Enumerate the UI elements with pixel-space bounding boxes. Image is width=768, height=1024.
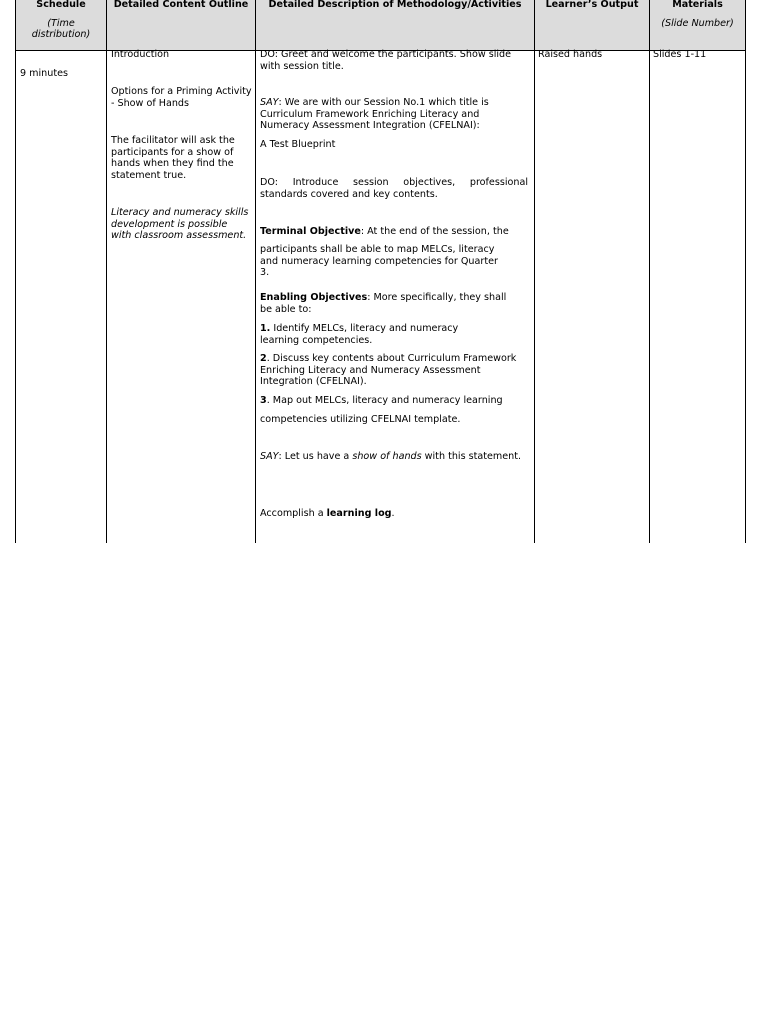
enabling-objectives-text: : More specifically, they shall be able to:: [260, 292, 507, 315]
objective-3: [260, 395, 528, 407]
terminal-objective-label: Terminal Objective: [260, 226, 361, 237]
objective-2-text: . Discuss key contents about Curriculum Framework Enriching Literacy and Numeracy Assessment Integration (CFELNAI).: [260, 353, 517, 387]
terminal-objective-line2: participants shall be able to map MELCs, literacy and numeracy learning competencies for Quarter 3.: [260, 244, 498, 278]
header-materials: [650, 0, 745, 29]
outline-intro: Introduction: [111, 49, 170, 60]
terminal-objective-line1: [260, 226, 528, 238]
terminal-objective-text: : At the end of the session, the: [360, 226, 509, 237]
say-show-text-a: : Let us have a: [278, 451, 353, 462]
objective-2: [260, 353, 528, 388]
enabling-objectives-label: Enabling Objectives: [260, 292, 368, 303]
outline-priming: Options for a Priming Activity - Show of Hands: [111, 86, 252, 109]
outline-statement: Literacy and numeracy skills development is possible with classroom assessment.: [111, 207, 249, 241]
column-divider: [255, 0, 256, 543]
learner-output: Raised hands: [538, 49, 603, 60]
header-schedule-subtitle: (Time distribution): [31, 17, 91, 40]
header-materials-subtitle: (Slide Number): [661, 17, 734, 29]
methodology-do-objectives: DO: Introduce session objectives, professional standards covered and key contents.: [260, 177, 528, 200]
learning-log-text-c: .: [391, 508, 395, 519]
methodology-do-greet: DO: Greet and welcome the participants. Show slide with session title.: [260, 49, 512, 72]
enabling-objectives: [260, 292, 515, 315]
objective-1-text: Identify MELCs, literacy and numeracy learning competencies.: [260, 323, 459, 346]
objective-3-continued: competencies utilizing CFELNAI template.: [260, 414, 461, 425]
say-label: SAY: [260, 451, 279, 462]
header-outline-title: Detailed Content Outline: [113, 0, 249, 10]
methodology-learning-log: [260, 508, 528, 520]
learning-log-text-b: learning log: [326, 508, 392, 519]
objective-1-number: 1.: [260, 323, 271, 334]
header-outline: [107, 0, 255, 11]
objective-2-number: 2: [260, 353, 267, 364]
column-divider: [534, 0, 535, 543]
header-output-title: Learner’s Output: [545, 0, 639, 10]
header-methodology-title: Detailed Description of Methodology/Activities: [268, 0, 522, 10]
say-show-text-c: with this statement.: [421, 451, 522, 462]
session-plan-table: [15, 0, 746, 543]
header-schedule: [16, 0, 106, 41]
column-divider: [649, 0, 650, 543]
say-session-text: : We are with our Session No.1 which title is Curriculum Framework Enriching Literacy and Numeracy Assessment Integration (CFELNAI):: [260, 97, 489, 131]
methodology-say-session: [260, 97, 528, 132]
objective-1: [260, 323, 498, 346]
objective-3-text: . Map out MELCs, literacy and numeracy learning: [266, 395, 503, 406]
materials-slides: Slides 1-11: [653, 49, 707, 60]
column-divider: [106, 0, 107, 543]
objective-3-number: 3: [260, 395, 267, 406]
header-schedule-title: Schedule: [36, 0, 86, 10]
learning-log-text-a: Accomplish a: [260, 508, 327, 519]
say-show-text-b: show of hands: [352, 451, 422, 462]
outline-facilitator: The facilitator will ask the participants for a show of hands when they find the statement true.: [111, 135, 235, 181]
methodology-blueprint: A Test Blueprint: [260, 139, 336, 150]
header-materials-title: Materials: [672, 0, 723, 10]
schedule-time: 9 minutes: [20, 68, 68, 79]
say-label: SAY: [260, 97, 279, 108]
header-output: [535, 0, 649, 11]
methodology-say-show-of-hands: [260, 451, 528, 463]
header-methodology: [256, 0, 534, 11]
